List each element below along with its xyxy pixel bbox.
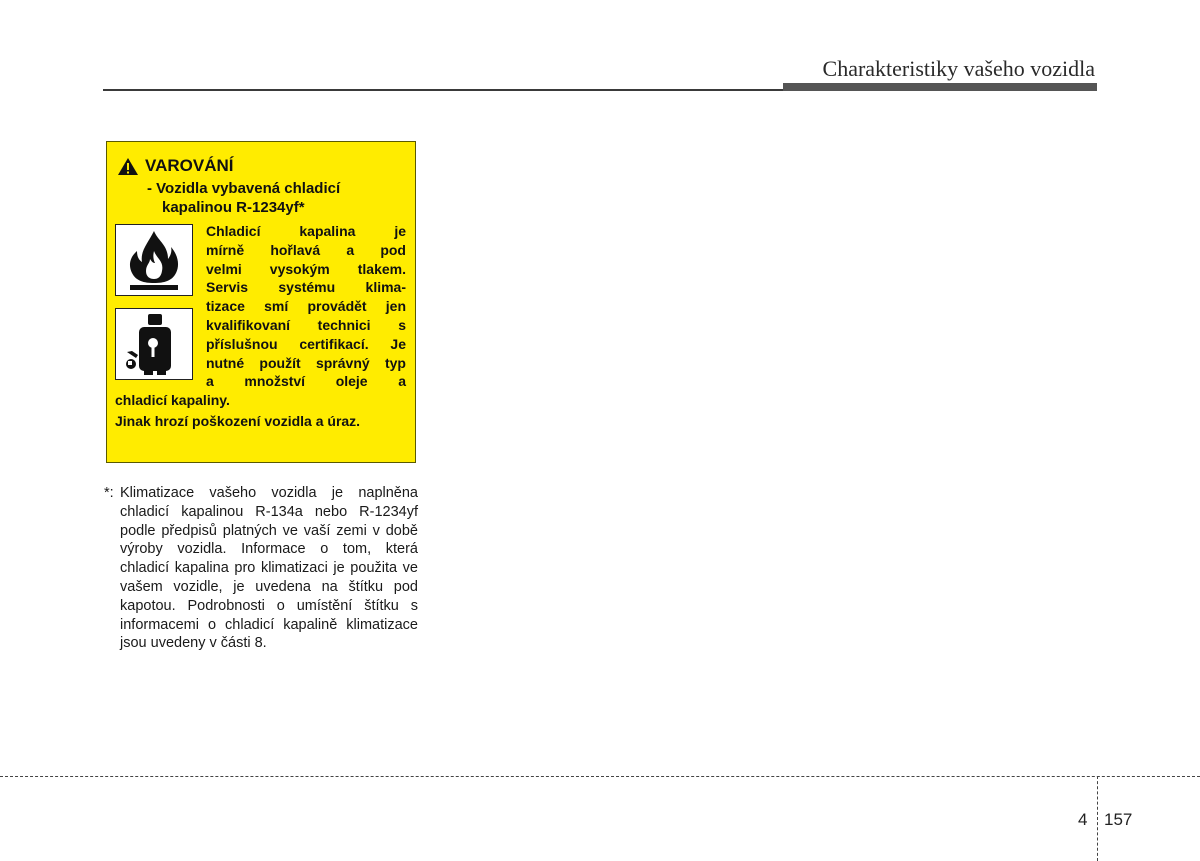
flammable-pictogram [115,224,193,296]
footnote-text: Klimatizace vašeho vozidla je naplněna chladicí kapalinou R-134a nebo R-1234yf podle předpisů platných ve vaší zemi v době výroby vozidla. Informace o tom, která chladicí kapalina pro klimatizaci je použita ve vašem vozidle, je uvedena na štítku pod kapotou. Podrobnosti o umístění štítku s informacemi o chladicí kapalině klimatizace jsou uvedeny v části 8. [120,485,418,652]
footnote [104,484,418,653]
warning-body-line: kvalifikovaní technici s [206,316,406,333]
certified-technician-icon [124,312,184,376]
warning-heading-text: VAROVÁNÍ [145,156,234,175]
warning-tail-line: chladicí kapaliny. [115,392,230,408]
warning-body-line: tizace smí provádět jen [206,298,406,315]
header-rule-thick [783,83,1097,91]
warning-triangle-icon [117,157,139,176]
warning-body-line: Chladicí kapalina je [206,223,406,239]
warning-subtitle-line1: - Vozidla vybavená chladicí [147,180,341,197]
chapter-number: 4 [1078,810,1088,829]
warning-body-line: příslušnou certifikací. Je [206,335,406,352]
warning-subtitle [147,179,402,217]
footnote-mark: *: [104,485,114,501]
warning-body-line: mírně hořlavá a pod [206,241,406,258]
footer-vertical-divider [1097,776,1098,861]
flammable-icon [124,229,184,291]
warning-body-line: a množství oleje a [206,373,406,390]
warning-tail [115,391,406,431]
footer-divider [0,776,1200,777]
header-rule-thin [103,89,785,91]
warning-body-line: Servis systému klima- [206,279,406,296]
section-title: Charakteristiky vašeho vozidla [822,56,1095,81]
warning-body-line: nutné použít správný typ [206,354,406,371]
technician-pictogram [115,308,193,380]
warning-box [106,141,416,463]
warning-body-line: velmi vysokým tlakem. [206,260,406,277]
warning-tail-paragraph: Jinak hrozí poškození vozidla a úraz. [115,412,361,429]
page-number: 157 [1104,810,1133,829]
warning-subtitle-line2: kapalinou R-1234yf* [162,199,305,216]
warning-heading [117,156,233,176]
warning-body [206,222,406,391]
